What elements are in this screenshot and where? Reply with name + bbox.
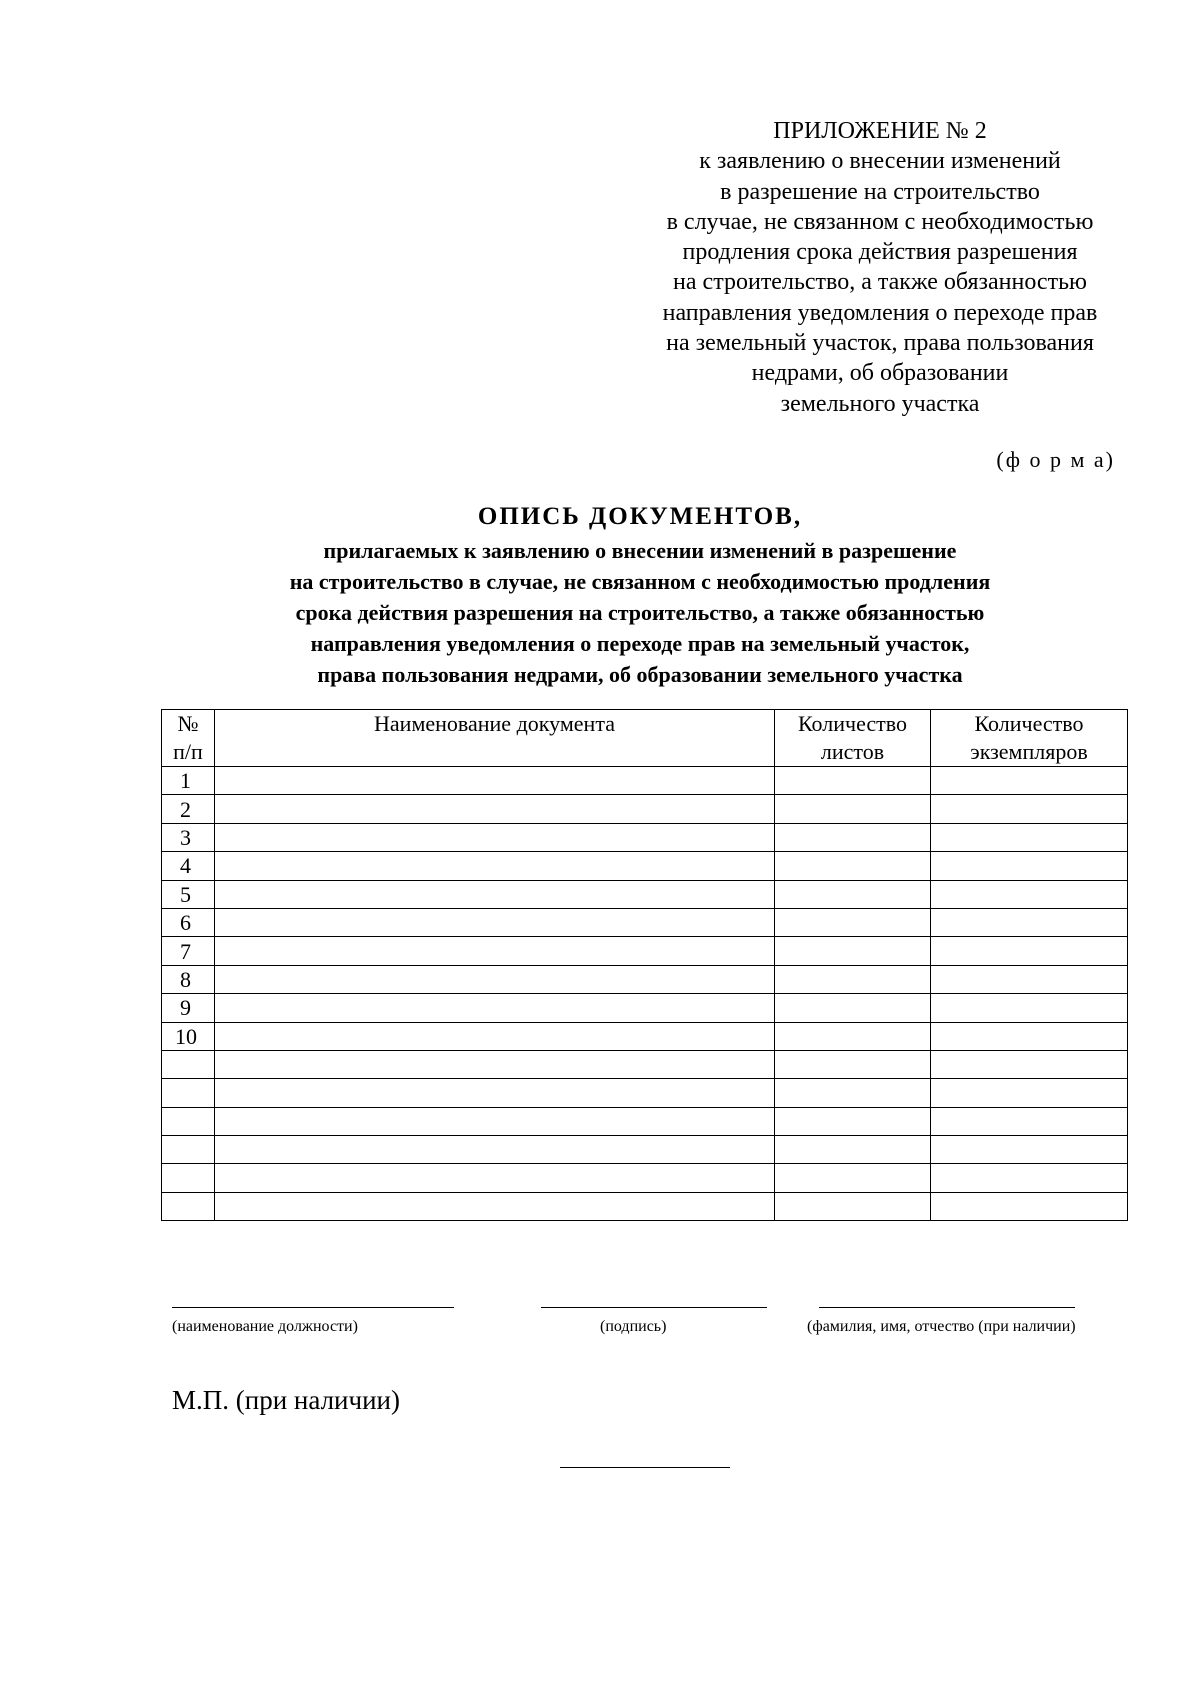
document-name-cell[interactable] [215, 1022, 775, 1050]
copies-count-cell[interactable] [931, 1022, 1128, 1050]
end-divider [560, 1467, 730, 1468]
sheets-count-cell[interactable] [775, 965, 931, 993]
document-name-cell[interactable] [215, 1107, 775, 1135]
sheets-count-cell[interactable] [775, 852, 931, 880]
document-name-cell[interactable] [215, 994, 775, 1022]
subtitle-line: права пользования недрами, об образовании земельного участка [317, 662, 963, 687]
table-row [162, 908, 1128, 936]
annex-line: на строительство, а также обязанностью [673, 269, 1087, 296]
document-title: ОПИСЬ ДОКУМЕНТОВ, [477, 503, 803, 530]
annex-line: в случае, не связанном с необходимостью [666, 208, 1094, 235]
annex-line: земельного участка [780, 390, 980, 417]
row-number-cell [162, 1136, 215, 1164]
column-header-sheets: Количество листов [775, 710, 931, 767]
table-row [162, 880, 1128, 908]
row-number-cell: 10 [162, 1022, 215, 1050]
row-number-cell: 8 [162, 965, 215, 993]
document-name-cell[interactable] [215, 937, 775, 965]
row-number-cell: 2 [162, 795, 215, 823]
table-row [162, 1050, 1128, 1078]
document-name-cell[interactable] [215, 965, 775, 993]
sheets-count-cell[interactable] [775, 1164, 931, 1192]
table-row [162, 937, 1128, 965]
annex-header [610, 116, 1150, 419]
signature-caption: (подпись) [600, 1318, 667, 1335]
name-signature-line [819, 1307, 1075, 1308]
sheets-count-cell[interactable] [775, 994, 931, 1022]
table-header-row [162, 710, 1128, 767]
copies-count-cell[interactable] [931, 767, 1128, 795]
copies-count-cell[interactable] [931, 880, 1128, 908]
table-row [162, 767, 1128, 795]
name-caption: (фамилия, имя, отчество (при наличии) [807, 1318, 1076, 1335]
document-name-cell[interactable] [215, 823, 775, 851]
stamp-label: М.П. (при наличии) [172, 1385, 400, 1415]
document-name-cell[interactable] [215, 1164, 775, 1192]
sheets-count-cell[interactable] [775, 880, 931, 908]
signature-line [541, 1307, 767, 1308]
sheets-count-cell[interactable] [775, 823, 931, 851]
table-row [162, 1022, 1128, 1050]
copies-count-cell[interactable] [931, 965, 1128, 993]
subtitle-line: прилагаемых к заявлению о внесении изменений в разрешение [323, 538, 957, 563]
annex-line: на земельный участок, права пользования [666, 330, 1094, 357]
sheets-count-cell[interactable] [775, 908, 931, 936]
annex-line: недрами, об образовании [751, 360, 1009, 387]
table-body [162, 767, 1128, 1221]
document-name-cell[interactable] [215, 1192, 775, 1220]
row-number-cell: 7 [162, 937, 215, 965]
copies-count-cell[interactable] [931, 908, 1128, 936]
copies-count-cell[interactable] [931, 795, 1128, 823]
document-name-cell[interactable] [215, 852, 775, 880]
table-row [162, 994, 1128, 1022]
documents-table [161, 709, 1128, 1221]
copies-count-cell[interactable] [931, 1050, 1128, 1078]
row-number-cell [162, 1164, 215, 1192]
sheets-count-cell[interactable] [775, 937, 931, 965]
document-name-cell[interactable] [215, 1136, 775, 1164]
annex-line: направления уведомления о переходе прав [662, 299, 1098, 326]
copies-count-cell[interactable] [931, 823, 1128, 851]
row-number-cell [162, 1107, 215, 1135]
document-name-cell[interactable] [215, 1079, 775, 1107]
annex-line: в разрешение на строительство [720, 178, 1040, 205]
sheets-count-cell[interactable] [775, 1192, 931, 1220]
sheets-count-cell[interactable] [775, 1050, 931, 1078]
row-number-cell: 6 [162, 908, 215, 936]
row-number-cell [162, 1079, 215, 1107]
copies-count-cell[interactable] [931, 1107, 1128, 1135]
table-row [162, 1107, 1128, 1135]
form-label: (ф о р м а) [996, 447, 1115, 472]
position-caption: (наименование должности) [172, 1318, 358, 1335]
sheets-count-cell[interactable] [775, 767, 931, 795]
row-number-cell [162, 1050, 215, 1078]
copies-count-cell[interactable] [931, 1079, 1128, 1107]
subtitle-line: на строительство в случае, не связанном с необходимостью продления [289, 569, 991, 594]
table-row [162, 823, 1128, 851]
row-number-cell: 9 [162, 994, 215, 1022]
table-row [162, 1136, 1128, 1164]
sheets-count-cell[interactable] [775, 1136, 931, 1164]
table-row [162, 1164, 1128, 1192]
table-row [162, 852, 1128, 880]
sheets-count-cell[interactable] [775, 1107, 931, 1135]
row-number-cell: 1 [162, 767, 215, 795]
row-number-cell: 4 [162, 852, 215, 880]
subtitle-line: направления уведомления о переходе прав на земельный участок, [310, 631, 970, 656]
document-name-cell[interactable] [215, 880, 775, 908]
column-header-number: № п/п [162, 710, 215, 767]
sheets-count-cell[interactable] [775, 795, 931, 823]
copies-count-cell[interactable] [931, 852, 1128, 880]
copies-count-cell[interactable] [931, 937, 1128, 965]
column-header-document-name: Наименование документа [215, 710, 775, 767]
row-number-cell: 3 [162, 823, 215, 851]
table-row [162, 1192, 1128, 1220]
copies-count-cell[interactable] [931, 1164, 1128, 1192]
document-name-cell[interactable] [215, 795, 775, 823]
annex-line: ПРИЛОЖЕНИЕ № 2 [773, 118, 987, 144]
table-row [162, 795, 1128, 823]
row-number-cell: 5 [162, 880, 215, 908]
document-name-cell[interactable] [215, 767, 775, 795]
column-header-copies: Количество экземпляров [931, 710, 1128, 767]
row-number-cell [162, 1192, 215, 1220]
position-signature-line [172, 1307, 454, 1308]
document-name-cell[interactable] [215, 1050, 775, 1078]
document-subtitle [160, 535, 1120, 690]
annex-line: к заявлению о внесении изменений [699, 148, 1061, 175]
sheets-count-cell[interactable] [775, 1079, 931, 1107]
copies-count-cell[interactable] [931, 1192, 1128, 1220]
copies-count-cell[interactable] [931, 994, 1128, 1022]
table-row [162, 1079, 1128, 1107]
subtitle-line: срока действия разрешения на строительство, а также обязанностью [295, 600, 985, 625]
annex-line: продления срока действия разрешения [682, 239, 1078, 266]
copies-count-cell[interactable] [931, 1136, 1128, 1164]
sheets-count-cell[interactable] [775, 1022, 931, 1050]
table-row [162, 965, 1128, 993]
document-name-cell[interactable] [215, 908, 775, 936]
